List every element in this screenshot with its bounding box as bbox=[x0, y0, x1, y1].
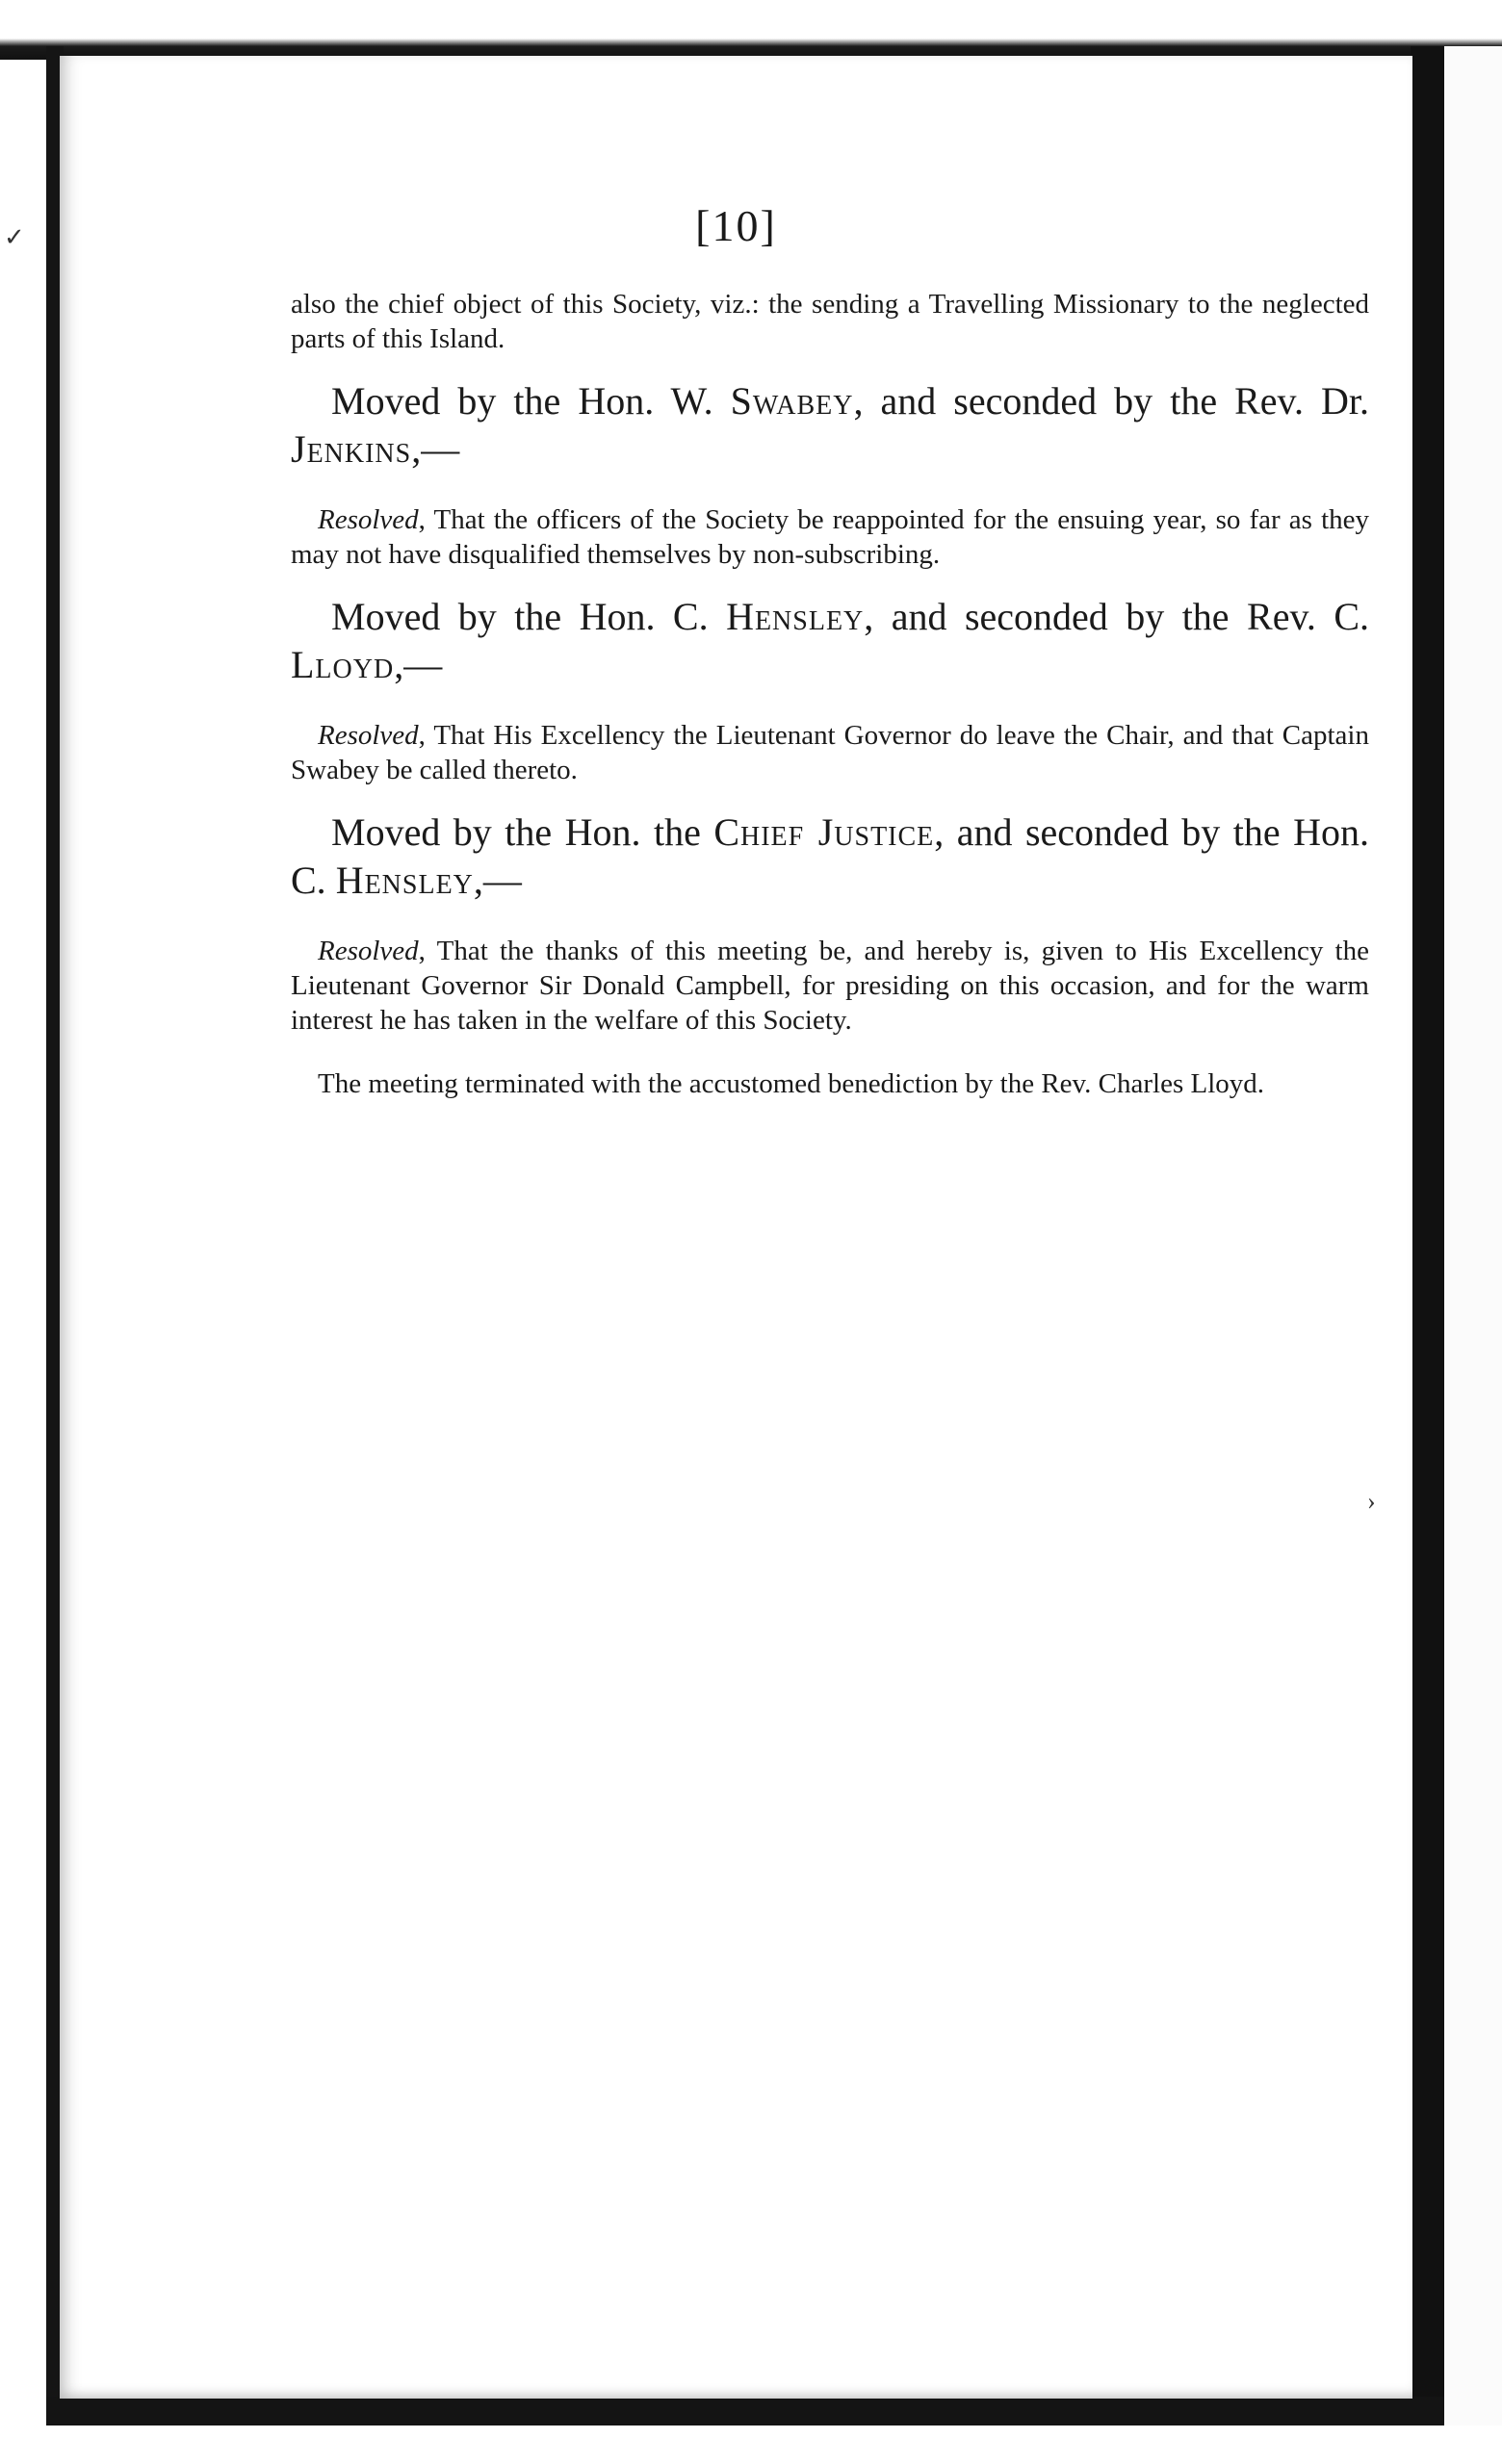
scan-border-top bbox=[0, 0, 1502, 60]
motion-suffix: ,— bbox=[473, 859, 522, 902]
resolution-text: , That His Excellency the Lieutenant Governor do leave the Chair, and that Captain Swabey be called thereto. bbox=[291, 720, 1369, 785]
motion-middle: , and seconded by the Hon. C. bbox=[291, 810, 1369, 902]
resolution-2 bbox=[291, 718, 1369, 787]
seconder-name: Hensley bbox=[335, 859, 474, 902]
resolution-label: Resolved bbox=[318, 504, 419, 535]
resolution-1 bbox=[291, 502, 1369, 572]
motion-heading-3 bbox=[291, 808, 1369, 905]
mover-name: Swabey bbox=[730, 379, 854, 423]
motion-suffix: ,— bbox=[411, 427, 460, 471]
scan-speck: ✓ bbox=[4, 223, 25, 251]
scan-border-bottom bbox=[46, 2397, 1462, 2426]
resolution-text: , That the thanks of this meeting be, and hereby is, given to His Excellency the Lieutenant Governor Sir Donald Campbell, for presiding on this occasion, and for the warm interest he has taken in the welfare of this Society. bbox=[291, 936, 1369, 1036]
page-number: [10] bbox=[695, 201, 777, 250]
resolution-label: Resolved bbox=[318, 720, 419, 751]
motion-prefix: Moved by the Hon. C. bbox=[331, 595, 727, 638]
resolution-3 bbox=[291, 934, 1369, 1038]
paragraph-text: The meeting terminated with the accustomed benediction by the Rev. Charles Lloyd. bbox=[318, 1068, 1265, 1099]
resolution-text: , That the officers of the Society be reappointed for the ensuing year, so far as they may not have disqualified themselves by non-subscribing. bbox=[291, 504, 1369, 570]
resolution-label: Resolved bbox=[318, 936, 419, 966]
adjacent-page-edge bbox=[1444, 46, 1502, 2426]
scan-border-right bbox=[1411, 46, 1444, 2426]
scan-speck: › bbox=[1367, 1487, 1376, 1515]
motion-prefix: Moved by the Hon. W. bbox=[331, 379, 731, 423]
document-page bbox=[60, 56, 1412, 2399]
mover-name: Chief Justice bbox=[713, 810, 935, 854]
motion-heading-2 bbox=[291, 593, 1369, 689]
mover-name: Hensley bbox=[726, 595, 865, 638]
motion-heading-1 bbox=[291, 377, 1369, 474]
motion-suffix: ,— bbox=[394, 643, 443, 686]
motion-prefix: Moved by the Hon. the bbox=[331, 810, 714, 854]
motion-middle: , and seconded by the Rev. Dr. bbox=[853, 379, 1369, 423]
paragraph-text: also the chief object of this Society, viz.: the sending a Travelling Missionary to the neglected parts of this Island. bbox=[291, 289, 1369, 354]
seconder-name: Jenkins bbox=[291, 427, 412, 471]
seconder-name: Lloyd bbox=[291, 643, 395, 686]
motion-middle: , and seconded by the Rev. C. bbox=[864, 595, 1369, 638]
paragraph-continuation bbox=[291, 287, 1369, 356]
closing-paragraph bbox=[291, 1066, 1369, 1101]
page-body bbox=[291, 287, 1369, 1101]
